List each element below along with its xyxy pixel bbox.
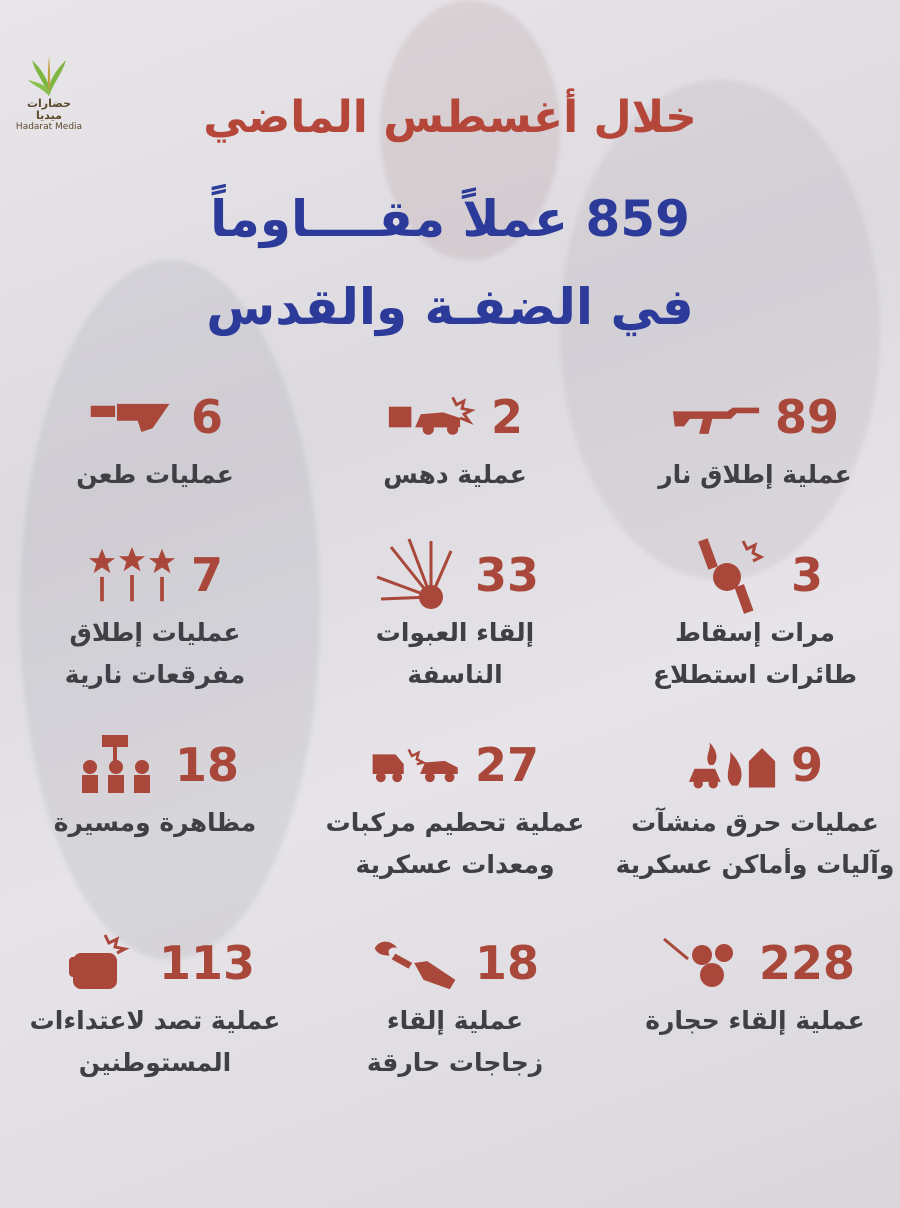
stat-value: 9 [791,738,824,792]
stat-value: 89 [775,390,840,444]
title-line-1: خلال أغسطس الماضي [203,92,697,143]
stat-settler-resistance [10,928,300,1082]
stat-label: عمليات حرق منشآت [631,808,879,837]
car-ramming-icon [387,387,477,447]
stat-label: عملية إلقاء حجارة [645,1006,865,1035]
stat-shooting [610,382,900,494]
wheat-logo-icon [26,52,72,98]
stat-label: طائرات استطلاع [652,660,858,689]
stat-value: 18 [175,738,240,792]
stat-protests [10,730,300,842]
stat-label: مفرقعات نارية [64,660,246,689]
stat-label: إلقاء العبوات [375,618,535,647]
stat-label: عملية تصد لاعتداءات [29,1006,281,1035]
stat-explosives [310,540,600,694]
stat-label: مظاهرة ومسيرة [53,808,257,837]
stat-value: 33 [475,548,540,602]
stat-label: عملية دهس [383,460,527,489]
stat-value: 113 [158,936,256,990]
molotov-icon [371,933,461,993]
brand-logo [14,52,84,132]
explosive-icon [371,545,461,605]
title-line-3: في الضفـة والقدس [206,278,694,336]
stat-label: عمليات إطلاق [69,618,241,647]
stat-value: 7 [191,548,224,602]
stat-label: زجاجات حارقة [366,1048,544,1077]
brand-name-ar: حضارات ميديا [26,97,72,122]
stat-arson [610,730,900,884]
stat-fireworks [10,540,300,694]
vehicle-smash-icon [371,735,461,795]
stat-vehicle-smashing [310,730,600,884]
stat-value: 3 [791,548,824,602]
rifle-icon [671,387,761,447]
title-line-2: 859 عملاً مقــــاوماً [210,190,690,248]
stat-label: ومعدات عسكرية [355,850,555,879]
fireworks-icon [87,545,177,605]
stat-label: عملية تحطيم مركبات [325,808,585,837]
stat-label: الناسفة [407,660,503,689]
drone-downing-icon [687,545,777,605]
stat-label: المستوطنين [78,1048,232,1077]
stat-label: عملية إطلاق نار [658,460,852,489]
stat-value: 2 [491,390,524,444]
stat-drone-downing [610,540,900,694]
knife-icon [87,387,177,447]
stat-value: 228 [758,936,856,990]
stat-value: 18 [475,936,540,990]
protest-icon [71,735,161,795]
stones-icon [655,933,745,993]
stat-label: وآليات وأماكن عسكرية [615,850,895,879]
fist-icon [55,933,145,993]
stat-value: 6 [191,390,224,444]
stat-stone-throwing [610,928,900,1040]
stat-label: مرات إسقاط [675,618,835,647]
stat-value: 27 [475,738,540,792]
fire-icon [687,735,777,795]
stat-ramming [310,382,600,494]
stat-label: عملية إلقاء [386,1006,524,1035]
stat-stabbing [10,382,300,494]
stat-label: عمليات طعن [76,460,234,489]
stat-molotov [310,928,600,1082]
brand-name-en: Hadarat Media [15,122,83,132]
